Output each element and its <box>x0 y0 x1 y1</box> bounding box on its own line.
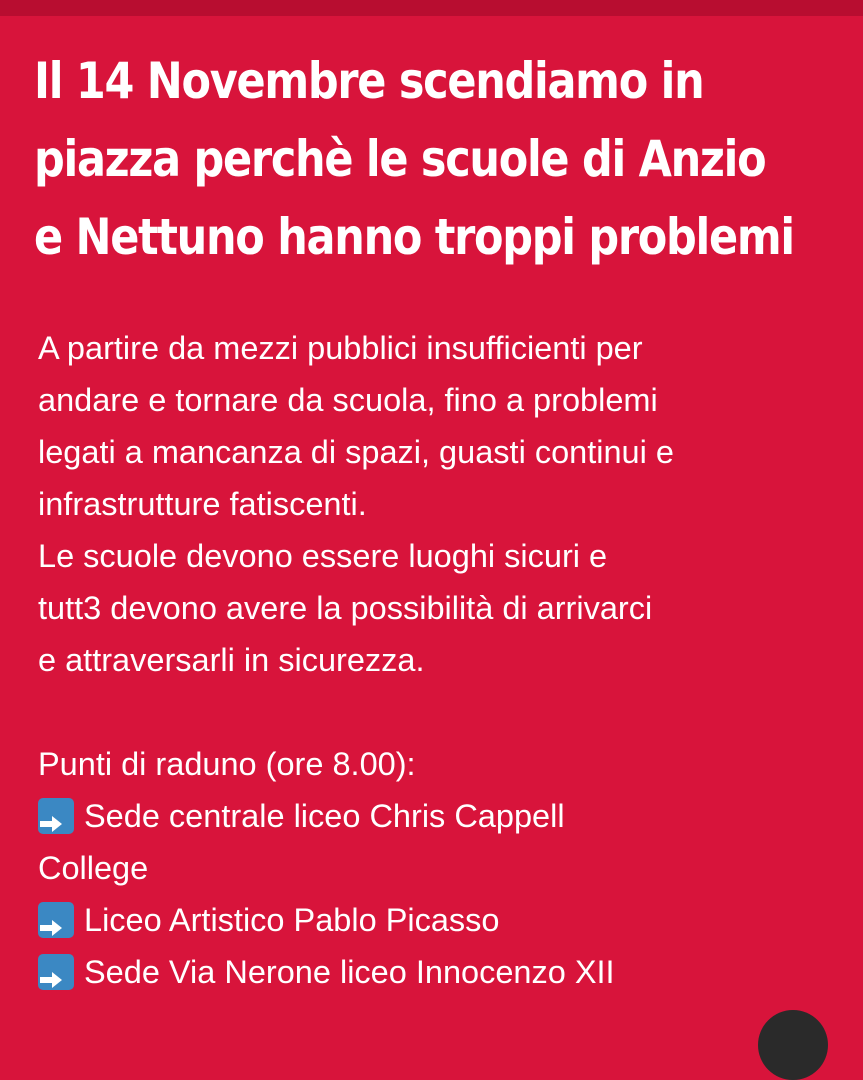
body-line: Le scuole devono essere luoghi sicuri e <box>38 538 608 574</box>
headline-line-3: e Nettuno hanno troppi problemi <box>34 208 794 266</box>
top-strip <box>0 0 863 16</box>
meeting-point-label: Sede centrale liceo Chris Cappell <box>84 798 565 834</box>
meeting-heading: Punti di raduno (ore 8.00): <box>38 746 416 782</box>
right-arrow-icon <box>38 954 74 990</box>
meeting-point-continuation: College <box>38 850 149 886</box>
headline-line-2: piazza perchè le scuole di Anzio <box>34 130 766 188</box>
body-line: legati a mancanza di spazi, guasti continui e <box>38 434 674 470</box>
headline <box>34 42 794 276</box>
body-line: A partire da mezzi pubblici insufficienti per <box>38 330 643 366</box>
right-arrow-icon <box>38 798 74 834</box>
meeting-point-3 <box>38 946 838 998</box>
headline-line-1: Il 14 Novembre scendiamo in <box>34 52 704 110</box>
meeting-point-label: Sede Via Nerone liceo Innocenzo XII <box>84 954 615 990</box>
body-line: andare e tornare da scuola, fino a problemi <box>38 382 658 418</box>
floating-action-button[interactable] <box>758 1010 828 1080</box>
post-body <box>38 322 838 998</box>
meeting-point-label: Liceo Artistico Pablo Picasso <box>84 902 500 938</box>
body-line: infrastrutture fatiscenti. <box>38 486 367 522</box>
body-line: e attraversarli in sicurezza. <box>38 642 425 678</box>
meeting-point-2 <box>38 894 838 946</box>
body-line: tutt3 devono avere la possibilità di arrivarci <box>38 590 653 626</box>
right-arrow-icon <box>38 902 74 938</box>
meeting-point-1 <box>38 790 838 842</box>
paragraph-gap <box>38 686 838 738</box>
